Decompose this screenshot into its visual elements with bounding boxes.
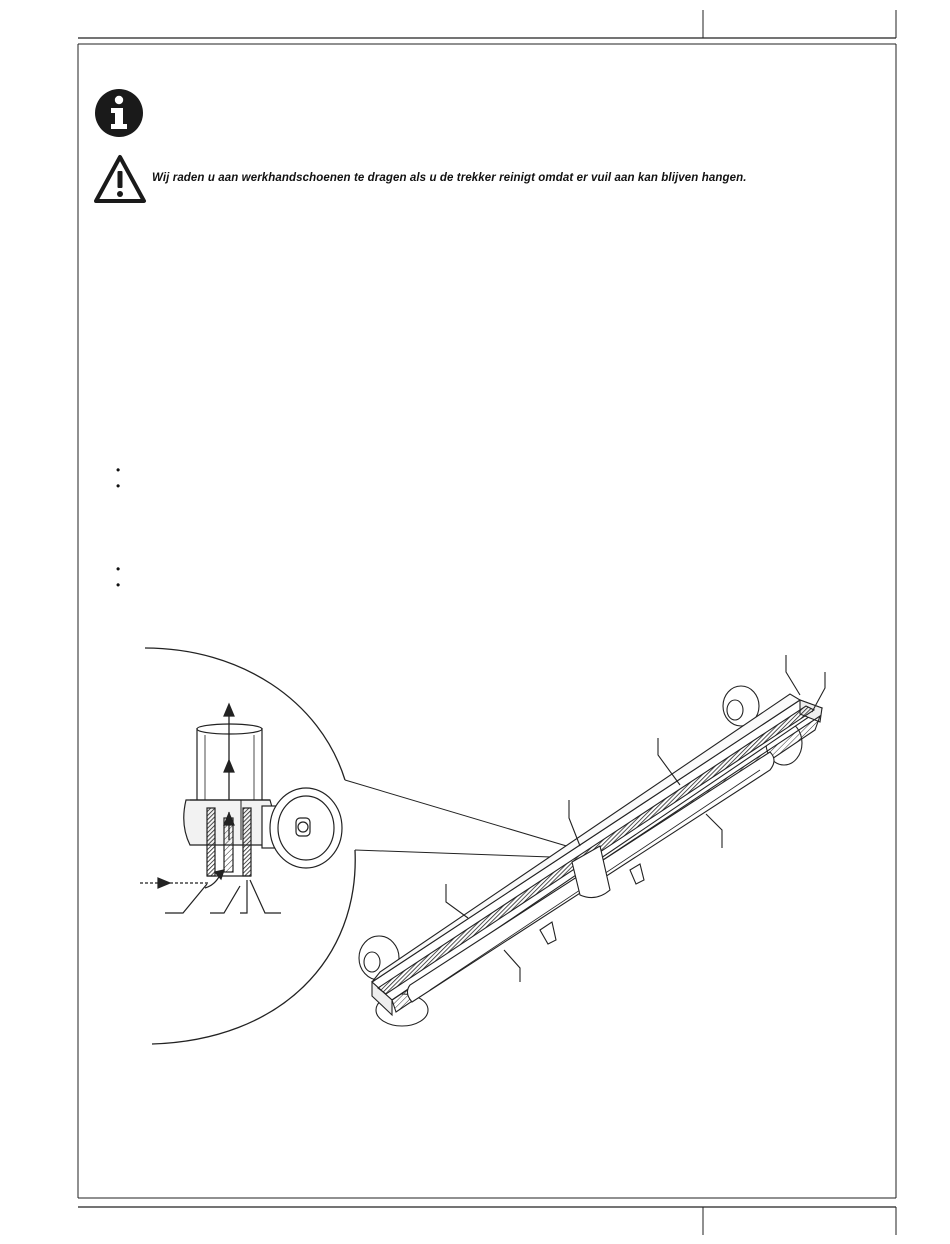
hose-connector-detail	[140, 704, 342, 913]
bullet-3: •	[116, 562, 121, 576]
bullet-1: •	[116, 463, 121, 477]
warning-text: Wij raden u aan werkhandschoenen te dragen als u de trekker reinigt omdat er vuil aan kan blijven hangen.	[152, 172, 747, 184]
bullet-2: •	[116, 479, 121, 493]
squeegee-assembly	[359, 655, 825, 1026]
bullet-4: •	[116, 578, 121, 592]
